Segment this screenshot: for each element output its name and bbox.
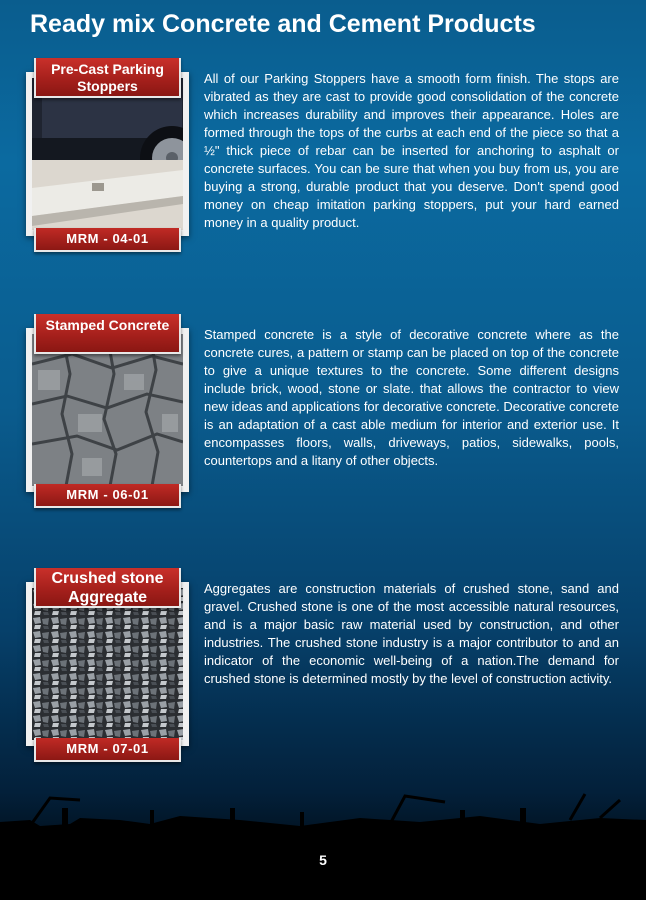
crushed-stone-photo — [32, 588, 183, 740]
product-stamped-concrete — [0, 314, 646, 544]
product-code-tag: MRM - 06-01 — [34, 484, 181, 508]
page-title: Ready mix Concrete and Cement Products — [30, 10, 536, 38]
product-label-ribbon: Stamped Concrete — [34, 314, 181, 354]
product-crushed-stone — [0, 568, 646, 798]
construction-skyline-illustration — [0, 790, 646, 900]
product-label-ribbon: Pre-Cast Parking Stoppers — [34, 58, 181, 98]
product-description: All of our Parking Stoppers have a smooth form finish. The stops are vibrated as they are cast to provide good consolidation of the concrete which increases durability and improves their appearance. Holes are formed through the tops of the curbs at each end of the piece so that a ½" thick piece of rebar can be inserted for anchoring to asphalt or concrete surfaces. You can be sure that when you buy from us, you are buying a strong, durable product that you deserve. Don't spend good money on cheap imitation parking stoppers, put your hard earned money in a quality product. — [204, 71, 619, 230]
page-number: 5 — [319, 852, 327, 868]
product-parking-stoppers — [0, 58, 646, 288]
stamped-concrete-photo — [32, 334, 183, 486]
product-description: Aggregates are construction materials of crushed stone, sand and gravel. Crushed stone is one of the most accessible natural resources, and is a major basic raw material used by construction, and other industries. The crushed stone industry is a major contributor to and an indicator of the economic well-being of a nation.The demand for crushed stone is determined mostly by the level of construction activity. — [204, 581, 619, 686]
product-code-tag: MRM - 04-01 — [34, 228, 181, 252]
product-label-ribbon: Crushed stone Aggregate — [34, 568, 181, 608]
product-code-tag: MRM - 07-01 — [34, 738, 181, 762]
product-description: Stamped concrete is a style of decorative concrete where as the concrete cures, a pattern or stamp can be placed on top of the concrete to give a unique textures to the concrete. Some different designs include brick, wood, stone or slate. that allows the contractor to view new ideas and applications for decorative concrete. Decorative concrete is an adaptation of a cast able medium for interior and exterior use. It encompasses floors, walls, driveways, patios, sidewalks, pools, countertops and a litany of other objects. — [204, 327, 619, 468]
parking-stopper-photo — [32, 78, 183, 230]
